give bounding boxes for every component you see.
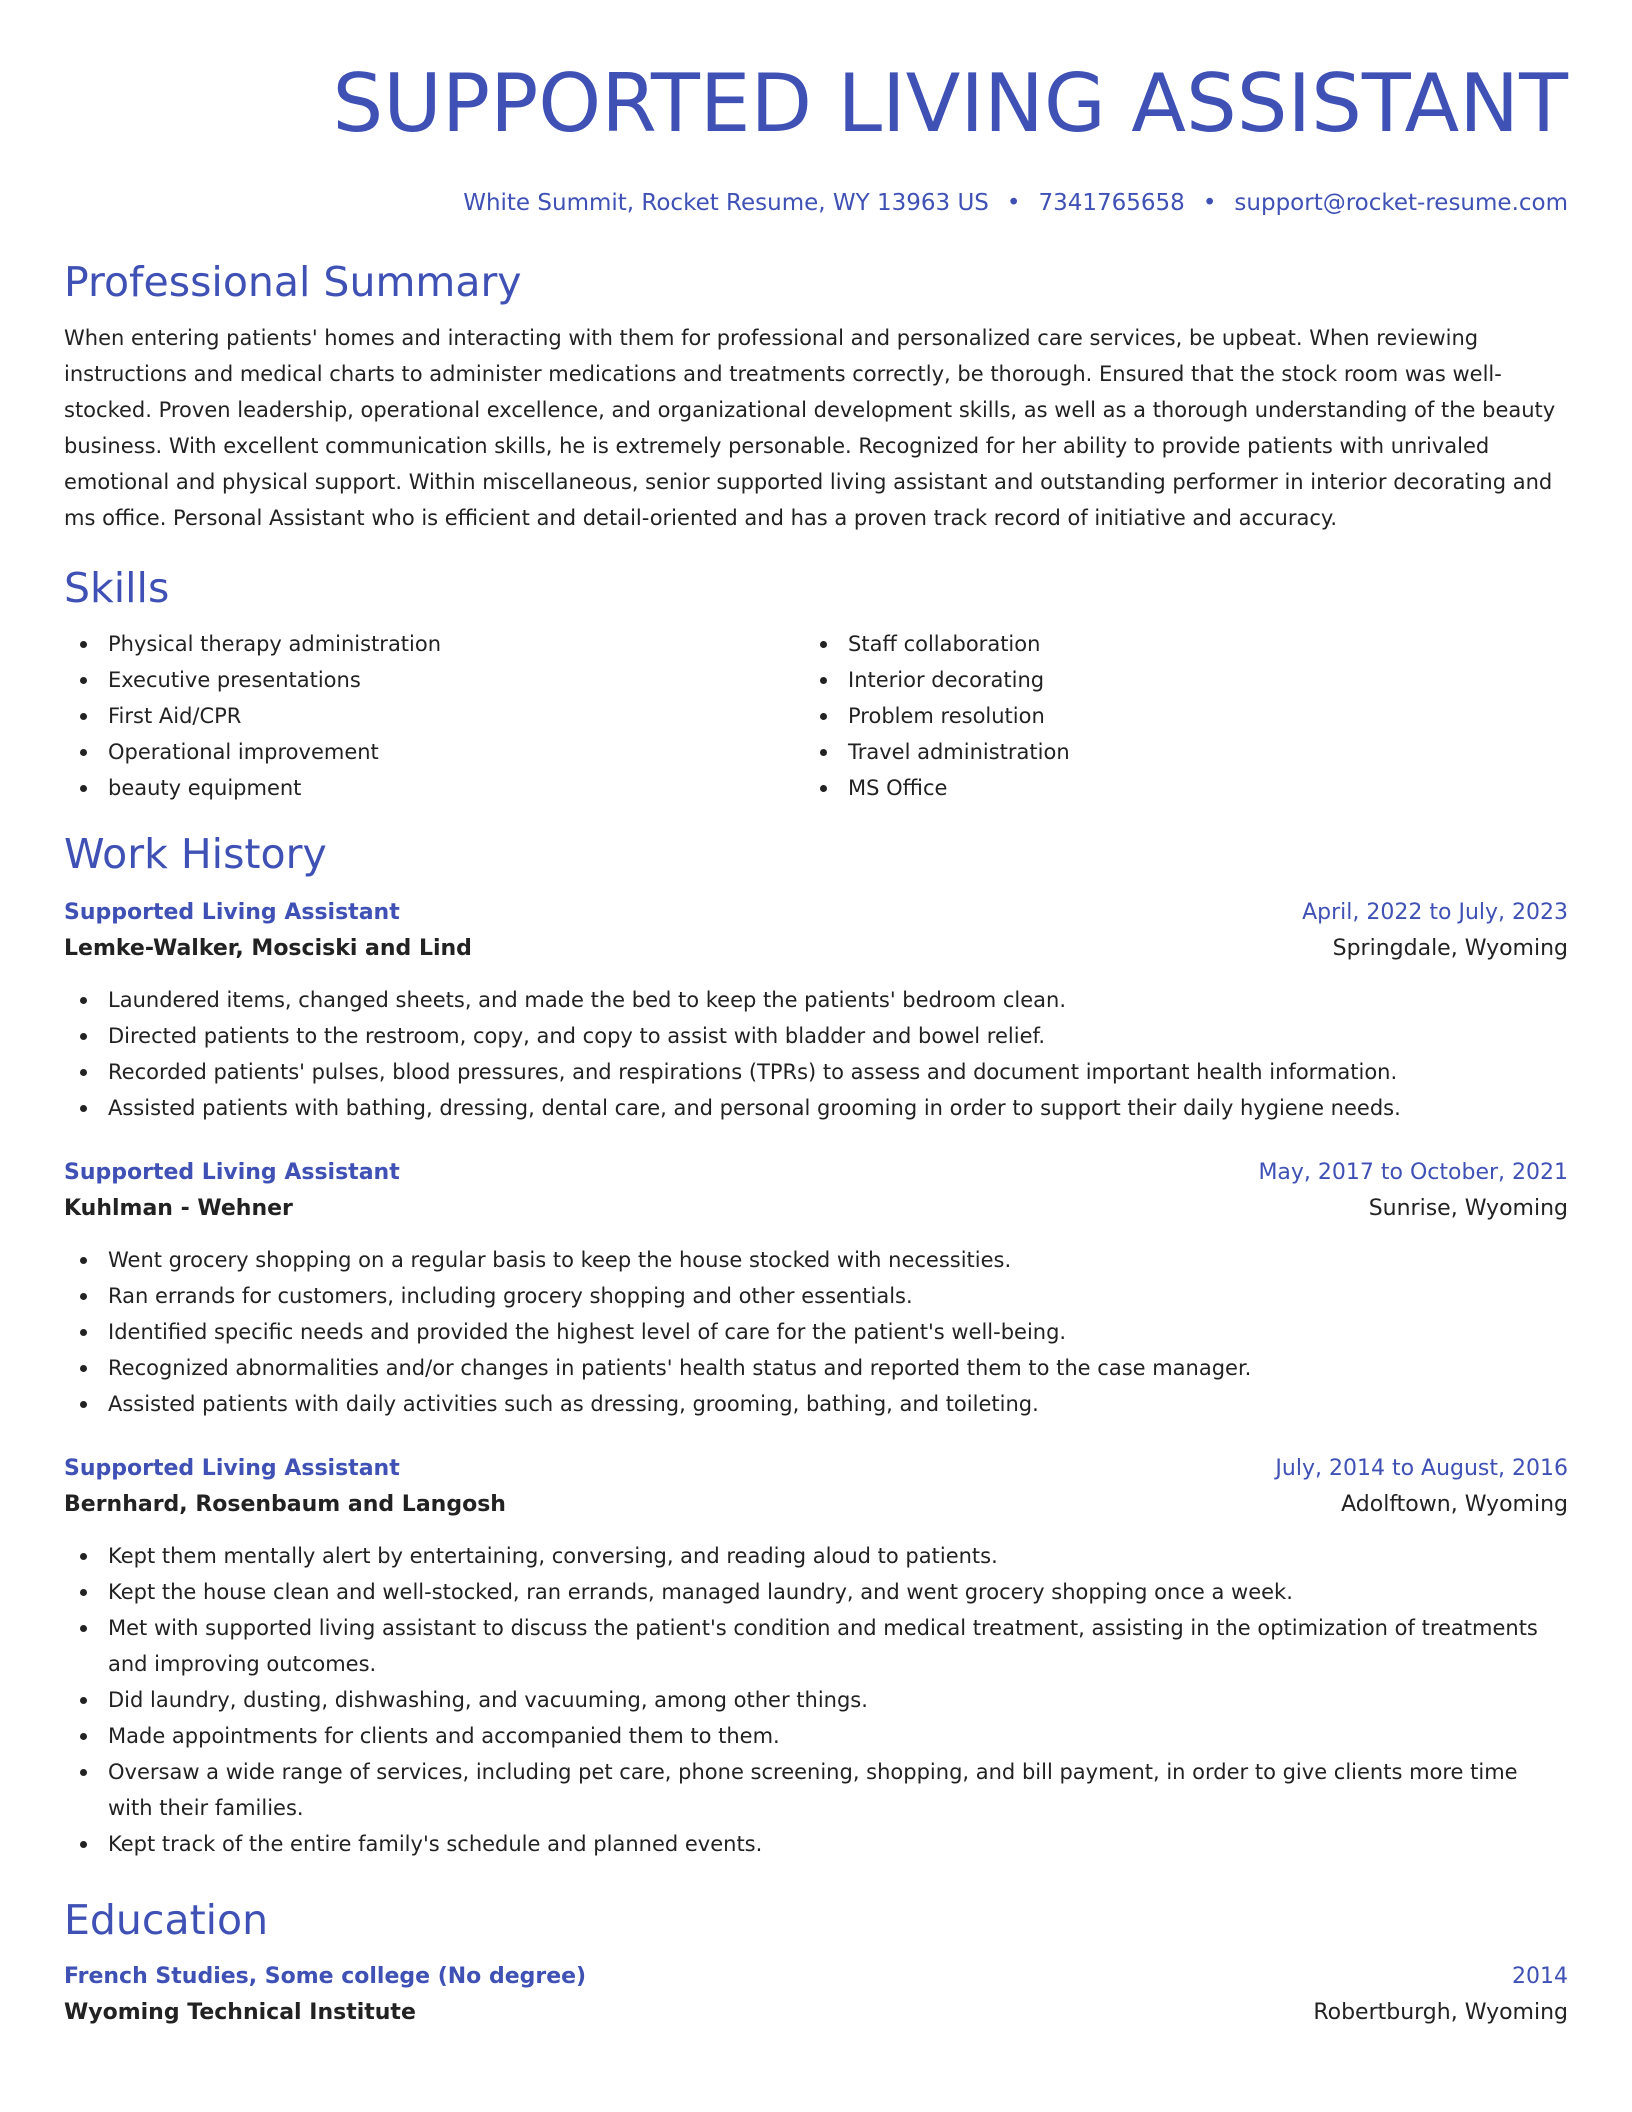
job-bullet: Kept the house clean and well-stocked, ran errands, managed laundry, and went grocery shopping once a week.	[64, 1574, 1568, 1610]
job-bullet: Oversaw a wide range of services, including pet care, phone screening, shopping, and bill payment, in order to give clients more time with their families.	[64, 1754, 1568, 1826]
job-title: Supported Living Assistant	[64, 900, 400, 925]
skill-item: Operational improvement	[64, 734, 804, 770]
job-header-row	[64, 1156, 1568, 1190]
skills-list-left	[64, 626, 804, 806]
contact-email[interactable]: support@rocket-resume.com	[1234, 190, 1568, 216]
job-company-row	[64, 930, 1568, 968]
skill-item: Staff collaboration	[804, 626, 1544, 662]
job-bullet: Assisted patients with bathing, dressing, dental care, and personal grooming in order to support their daily hygiene needs.	[64, 1090, 1568, 1126]
summary-section	[64, 256, 1568, 536]
job-dates: July, 2014 to August, 2016	[1275, 1456, 1568, 1481]
skill-item: Executive presentations	[64, 662, 804, 698]
job-company-row	[64, 1190, 1568, 1228]
education-title: Education	[64, 1896, 269, 1944]
candidate-name: SUPPORTED LIVING ASSISTANT	[332, 57, 1568, 150]
education-header-row	[64, 1960, 1568, 1994]
education-entry	[64, 1960, 1568, 2032]
job-bullet: Recorded patients' pulses, blood pressures, and respirations (TPRs) to assess and document important health information.	[64, 1054, 1568, 1090]
job-bullet: Did laundry, dusting, dishwashing, and vacuuming, among other things.	[64, 1682, 1568, 1718]
job-bullet: Ran errands for customers, including grocery shopping and other essentials.	[64, 1278, 1568, 1314]
contact-address: White Summit, Rocket Resume, WY 13963 US	[463, 190, 989, 216]
job-entry	[64, 1156, 1568, 1422]
skills-list-right	[804, 626, 1544, 806]
job-location: Sunrise, Wyoming	[1368, 1196, 1568, 1221]
job-dates: April, 2022 to July, 2023	[1302, 900, 1568, 925]
job-bullet: Recognized abnormalities and/or changes in patients' health status and reported them to the case manager.	[64, 1350, 1568, 1386]
job-location: Adolftown, Wyoming	[1341, 1492, 1568, 1517]
education-section	[64, 1894, 1568, 2032]
skill-item: MS Office	[804, 770, 1544, 806]
job-bullet: Kept track of the entire family's schedule and planned events.	[64, 1826, 1568, 1862]
contact-line	[64, 188, 1568, 218]
skill-item: Problem resolution	[804, 698, 1544, 734]
job-title: Supported Living Assistant	[64, 1160, 400, 1185]
job-entry	[64, 1452, 1568, 1862]
job-company-row	[64, 1486, 1568, 1524]
skill-item: Interior decorating	[804, 662, 1544, 698]
skill-item: beauty equipment	[64, 770, 804, 806]
job-bullet: Met with supported living assistant to discuss the patient's condition and medical treatment, assisting in the optimization of treatments and improving outcomes.	[64, 1610, 1568, 1682]
contact-separator: •	[1006, 190, 1021, 216]
summary-title: Professional Summary	[64, 258, 522, 306]
contact-phone: 7341765658	[1038, 190, 1185, 216]
contact-separator: •	[1202, 190, 1217, 216]
job-header-row	[64, 896, 1568, 930]
education-degree: French Studies, Some college (No degree)	[64, 1964, 587, 1989]
job-entry	[64, 896, 1568, 1126]
job-dates: May, 2017 to October, 2021	[1258, 1160, 1568, 1185]
job-bullet: Directed patients to the restroom, copy, and copy to assist with bladder and bowel relief.	[64, 1018, 1568, 1054]
summary-text: When entering patients' homes and interacting with them for professional and personalized care services, be upbeat. When reviewing instructions and medical charts to administer medications and treatments correctly, be thorough. Ensured that the stock room was well-stocked. Proven leadership, operational excellence, and organizational development skills, as well as a thorough understanding of the beauty business. With excellent communication skills, he is extremely personable. Recognized for her ability to provide patients with unrivaled emotional and physical support. Within miscellaneous, senior supported living assistant and outstanding performer in interior decorating and ms office. Personal Assistant who is efficient and detail-oriented and has a proven track record of initiative and accuracy.	[64, 326, 1556, 530]
job-bullet-list	[64, 982, 1568, 1126]
skill-item: Travel administration	[804, 734, 1544, 770]
job-bullet-list	[64, 1242, 1568, 1422]
job-bullet: Made appointments for clients and accompanied them to them.	[64, 1718, 1568, 1754]
job-bullet: Assisted patients with daily activities such as dressing, grooming, bathing, and toileting.	[64, 1386, 1568, 1422]
resume-header	[64, 0, 1568, 218]
job-company: Lemke-Walker, Mosciski and Lind	[64, 936, 472, 961]
job-bullet: Kept them mentally alert by entertaining, conversing, and reading aloud to patients.	[64, 1538, 1568, 1574]
skills-grid	[64, 626, 1568, 806]
work-history-section	[64, 828, 1568, 1862]
education-school-row	[64, 1994, 1568, 2032]
education-location: Robertburgh, Wyoming	[1313, 2000, 1568, 2025]
skills-section	[64, 562, 1568, 806]
skill-item: Physical therapy administration	[64, 626, 804, 662]
job-bullet: Went grocery shopping on a regular basis to keep the house stocked with necessities.	[64, 1242, 1568, 1278]
education-school: Wyoming Technical Institute	[64, 2000, 416, 2025]
job-company: Kuhlman - Wehner	[64, 1196, 293, 1221]
job-title: Supported Living Assistant	[64, 1456, 400, 1481]
job-bullet: Laundered items, changed sheets, and made the bed to keep the patients' bedroom clean.	[64, 982, 1568, 1018]
education-year: 2014	[1512, 1964, 1568, 1989]
job-header-row	[64, 1452, 1568, 1486]
job-bullet-list	[64, 1538, 1568, 1862]
job-bullet: Identified specific needs and provided the highest level of care for the patient's well-being.	[64, 1314, 1568, 1350]
job-location: Springdale, Wyoming	[1332, 936, 1568, 961]
skill-item: First Aid/CPR	[64, 698, 804, 734]
work-history-title: Work History	[64, 830, 327, 878]
skills-title: Skills	[64, 564, 170, 612]
job-company: Bernhard, Rosenbaum and Langosh	[64, 1492, 506, 1517]
